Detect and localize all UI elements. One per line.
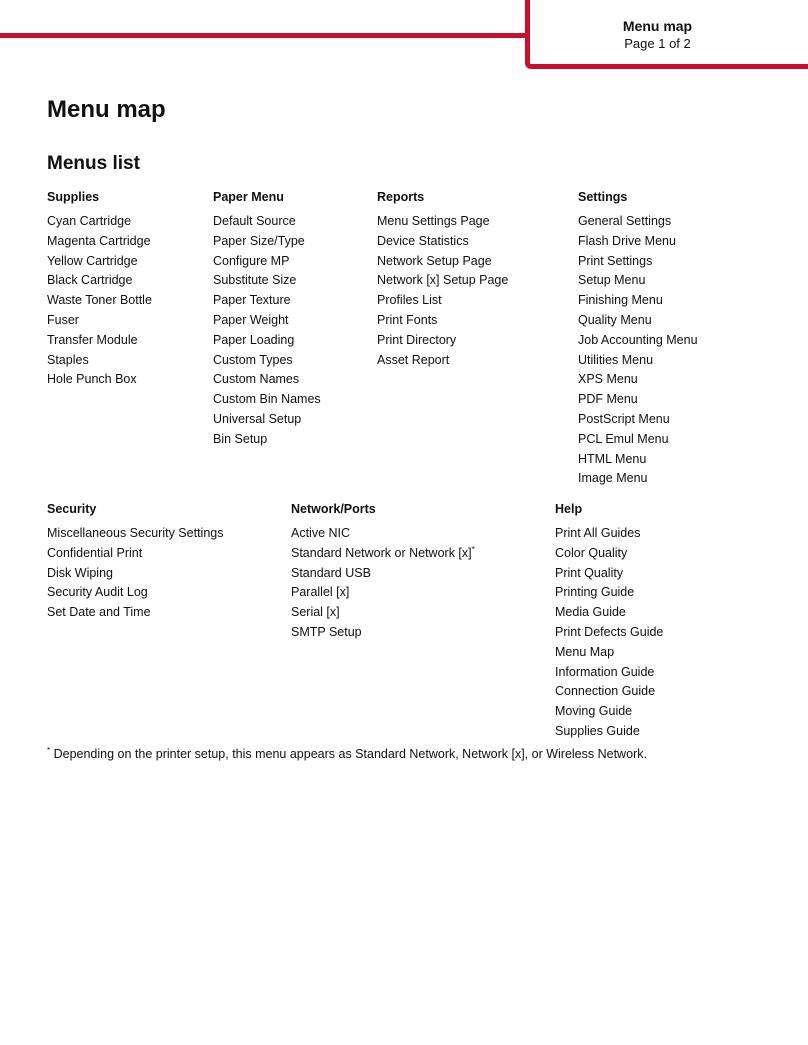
menu-list-item-label: Print Settings	[578, 253, 653, 268]
menu-list-item	[213, 351, 321, 371]
menu-list-item-label: Menu Settings Page	[377, 214, 490, 228]
menu-list-item	[555, 682, 663, 702]
menu-list-item	[555, 583, 663, 603]
reports-list	[377, 212, 508, 370]
reports-heading: Reports	[377, 190, 425, 204]
menu-list-item	[291, 623, 475, 643]
paper-menu-list	[213, 212, 321, 450]
menu-list-item-label: Paper Texture	[213, 293, 291, 308]
menu-list-item	[578, 252, 698, 272]
menu-list-item-label: Color Quality	[555, 545, 628, 560]
menu-list-item	[291, 583, 475, 603]
menu-list-item-label: Custom Types	[213, 352, 293, 367]
menu-list-item-label: Asset Report	[377, 352, 450, 367]
menu-list-item-label: Print Defects Guide	[555, 624, 664, 639]
menu-list-item	[47, 271, 152, 291]
menu-list-item	[578, 450, 698, 470]
menu-list-item-label: Flash Drive Menu	[578, 233, 676, 248]
network-ports-heading: Network/Ports	[291, 502, 376, 516]
menu-list-item-label: Substitute Size	[213, 273, 297, 288]
menu-list-item	[213, 430, 321, 450]
menu-list-item-label: Image Menu	[578, 471, 648, 486]
menu-list-item-label: Custom Bin Names	[213, 392, 321, 407]
paper-menu-heading: Paper Menu	[213, 190, 284, 204]
menu-list-item	[377, 252, 508, 272]
menu-list-item	[555, 663, 663, 683]
menu-list-item	[213, 410, 321, 430]
menu-list-item	[213, 311, 321, 331]
network-ports-column	[291, 500, 475, 643]
security-column	[47, 500, 223, 623]
menu-list-item-label: Active NIC	[291, 526, 351, 540]
menu-list-item-label: Finishing Menu	[578, 293, 663, 308]
menu-list-item-label: Cyan Cartridge	[47, 214, 132, 228]
menu-list-item-label: Quality Menu	[578, 312, 652, 327]
menu-list-item	[555, 702, 663, 722]
menu-list-item-label: Paper Size/Type	[213, 233, 305, 248]
menu-list-item	[47, 564, 223, 584]
menu-list-item-label: Disk Wiping	[47, 565, 113, 580]
menu-list-item-label: Yellow Cartridge	[47, 253, 138, 268]
menu-list-item-label: Hole Punch Box	[47, 372, 137, 387]
menu-list-item	[555, 544, 663, 564]
menu-list-item	[47, 603, 223, 623]
menu-list-item	[291, 524, 475, 544]
menu-list-item	[377, 291, 508, 311]
menu-list-item	[578, 271, 698, 291]
menu-list-item	[578, 390, 698, 410]
menu-list-item	[47, 291, 152, 311]
menu-list-item-label: General Settings	[578, 214, 672, 228]
menu-list-item-label: Printing Guide	[555, 585, 635, 600]
menu-list-item-label: Bin Setup	[213, 431, 268, 446]
menu-list-item	[291, 544, 475, 564]
menu-list-item	[377, 311, 508, 331]
menu-list-item	[555, 564, 663, 584]
menu-list-item-label: PostScript Menu	[578, 411, 670, 426]
menu-list-item	[47, 331, 152, 351]
network-ports-list	[291, 524, 475, 643]
menu-list-item	[578, 410, 698, 430]
menu-list-item-label: HTML Menu	[578, 451, 647, 466]
supplies-list	[47, 212, 152, 390]
menu-list-item	[47, 252, 152, 272]
menu-list-item	[47, 583, 223, 603]
menu-list-item-label: Universal Setup	[213, 411, 302, 426]
menu-list-item	[213, 271, 321, 291]
menu-list-item-label: Moving Guide	[555, 704, 633, 719]
page-title: Menu map	[47, 96, 166, 123]
menu-list-item-label: Paper Weight	[213, 312, 289, 327]
menu-list-item	[555, 643, 663, 663]
menu-list-item	[555, 722, 663, 742]
menu-list-item-label: Network Setup Page	[377, 253, 492, 268]
menu-list-item	[555, 623, 663, 643]
menu-list-item	[578, 351, 698, 371]
menu-list-item	[555, 603, 663, 623]
menu-list-item	[291, 564, 475, 584]
menu-list-item-label: Device Statistics	[377, 233, 469, 248]
menu-list-item	[578, 331, 698, 351]
settings-column	[578, 188, 698, 489]
paper-menu-column	[213, 188, 321, 450]
footnote	[47, 745, 647, 763]
menu-list-item	[578, 370, 698, 390]
menu-list-item-label: Information Guide	[555, 664, 655, 679]
footnote-reference-marker: *	[471, 544, 475, 554]
menu-list-item	[47, 212, 152, 232]
menu-list-item	[213, 232, 321, 252]
header-rule	[0, 33, 530, 38]
menu-list-item-label: Fuser	[47, 312, 79, 327]
menu-list-item-label: Staples	[47, 352, 89, 367]
menu-list-item	[47, 311, 152, 331]
menu-list-item-label: Supplies Guide	[555, 723, 640, 738]
menu-list-item	[578, 291, 698, 311]
menu-list-item-label: Security Audit Log	[47, 585, 148, 600]
menu-list-item	[555, 524, 663, 544]
menu-list-item-label: Transfer Module	[47, 332, 138, 347]
menu-list-item	[291, 603, 475, 623]
section-title: Menus list	[47, 153, 140, 174]
menu-list-item-label: Black Cartridge	[47, 273, 133, 288]
menu-list-item-label: Set Date and Time	[47, 605, 151, 620]
header-tab	[580, 17, 735, 52]
menu-list-item-label: Standard USB	[291, 565, 371, 580]
menu-list-item	[578, 311, 698, 331]
header-title: Menu map	[622, 18, 693, 34]
help-heading: Help	[555, 502, 583, 516]
menu-list-item-label: PDF Menu	[578, 392, 638, 407]
menu-list-item-label: Default Source	[213, 214, 296, 228]
menu-list-item	[47, 370, 152, 390]
menu-list-item-label: Custom Names	[213, 372, 300, 387]
menu-list-item-label: Utilities Menu	[578, 352, 654, 367]
security-heading: Security	[47, 502, 97, 516]
menu-list-item-label: Configure MP	[213, 253, 290, 268]
menu-list-item-label: Job Accounting Menu	[578, 332, 698, 347]
menu-list-item	[213, 331, 321, 351]
menu-list-item	[213, 390, 321, 410]
supplies-heading: Supplies	[47, 190, 100, 204]
reports-column	[377, 188, 508, 370]
security-list	[47, 524, 223, 623]
menu-list-item-label: Connection Guide	[555, 684, 656, 699]
menu-list-item-label: Media Guide	[555, 605, 626, 620]
menu-list-item	[578, 430, 698, 450]
menu-list-item-label: SMTP Setup	[291, 624, 362, 639]
help-list	[555, 524, 663, 742]
menu-list-item	[213, 252, 321, 272]
menu-list-item-label: Confidential Print	[47, 545, 143, 560]
menu-list-item	[578, 469, 698, 489]
menu-list-item	[47, 544, 223, 564]
supplies-column	[47, 188, 152, 390]
menu-list-item-label: Print Fonts	[377, 312, 438, 327]
menu-list-item-label: Setup Menu	[578, 273, 646, 288]
settings-heading: Settings	[578, 190, 628, 204]
menu-list-item	[377, 331, 508, 351]
menu-list-item-label: Menu Map	[555, 644, 615, 659]
footnote-text: Depending on the printer setup, this menu appears as Standard Network, Network [x], or Wireless Network.	[50, 747, 647, 761]
menu-list-item-label: Network [x] Setup Page	[377, 273, 509, 288]
menu-list-item	[377, 232, 508, 252]
menu-list-item-label: PCL Emul Menu	[578, 431, 669, 446]
footnote-marker: *	[47, 746, 51, 755]
settings-list	[578, 212, 698, 489]
menu-list-item-label: Magenta Cartridge	[47, 233, 151, 248]
menu-list-item-label: Print Directory	[377, 332, 457, 347]
menu-list-item	[578, 232, 698, 252]
menu-list-item-label: Miscellaneous Security Settings	[47, 526, 224, 540]
menu-list-item-label: Standard Network or Network [x]	[291, 545, 472, 560]
menu-list-item	[377, 271, 508, 291]
menu-list-item-label: Serial [x]	[291, 605, 340, 620]
menu-list-item	[578, 212, 698, 232]
menu-list-item	[377, 212, 508, 232]
menu-list-item	[377, 351, 508, 371]
menu-list-item-label: Parallel [x]	[291, 585, 350, 600]
menu-list-item-label: Print All Guides	[555, 526, 641, 540]
menu-list-item-label: Waste Toner Bottle	[47, 293, 152, 308]
menu-list-item	[47, 351, 152, 371]
menu-list-item-label: Print Quality	[555, 565, 624, 580]
menu-list-item-label: Paper Loading	[213, 332, 295, 347]
menu-list-item-label: Profiles List	[377, 293, 442, 308]
menu-list-item	[213, 370, 321, 390]
menu-list-item-label: XPS Menu	[578, 372, 638, 387]
menu-list-item	[47, 524, 223, 544]
menu-list-item	[213, 291, 321, 311]
menu-list-item	[47, 232, 152, 252]
help-column	[555, 500, 663, 742]
header-page-number: Page 1 of 2	[624, 36, 691, 51]
menu-list-item	[213, 212, 321, 232]
